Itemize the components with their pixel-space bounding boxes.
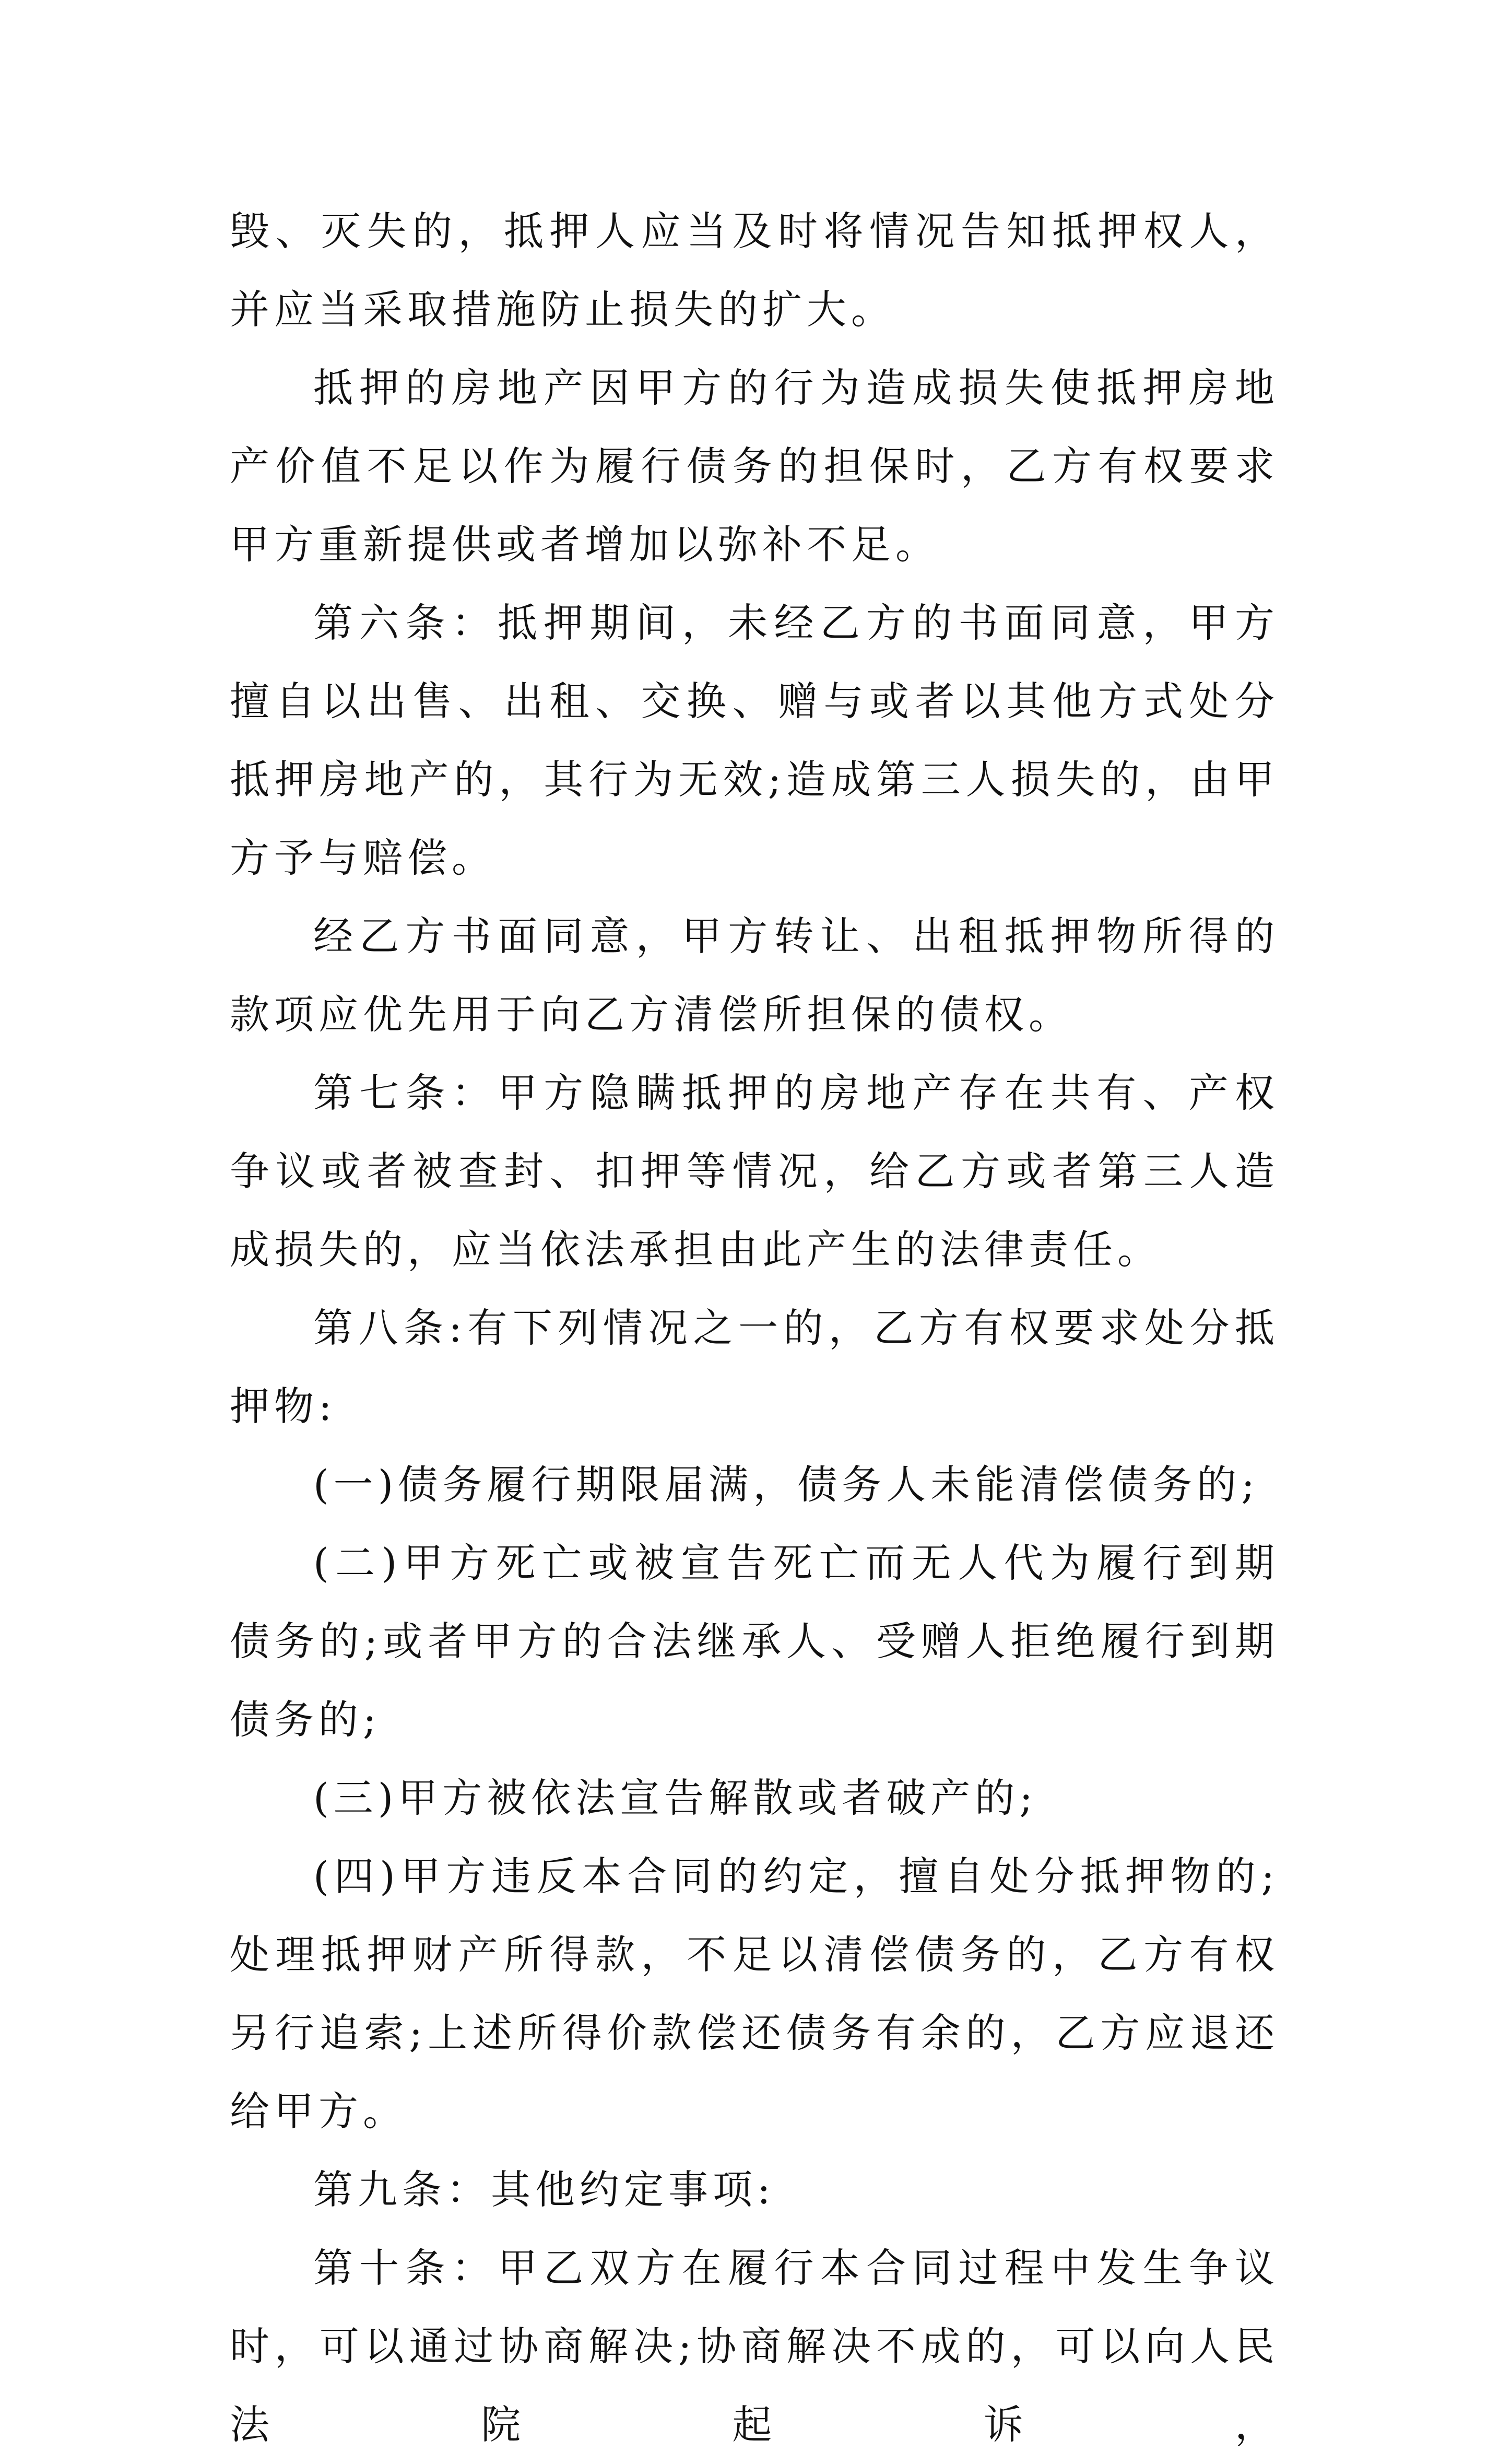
paragraph-item-4: (四)甲方违反本合同的约定，擅自处分抵押物的;处理抵押财产所得款，不足以清偿债务的，乙方有权另行追索;上述所得价款偿还债务有余的，乙方应退还给甲方。 <box>230 1853 1279 2134</box>
document-body <box>230 192 1279 2464</box>
paragraph-article-6: 第六条：抵押期间，未经乙方的书面同意，甲方擅自以出售、出租、交换、赠与或者以其他方式处分抵押房地产的，其行为无效;造成第三人损失的，由甲方予与赔偿。 <box>230 600 1279 881</box>
paragraph-item-3: (三)甲方被依法宣告解散或者破产的; <box>313 1775 1037 1821</box>
paragraph-continued-damage-notice: 毁、灭失的，抵押人应当及时将情况告知抵押权人，并应当采取措施防止损失的扩大。 <box>230 208 1279 333</box>
paragraph-article-7: 第七条：甲方隐瞒抵押的房地产存在共有、产权争议或者被查封、扣押等情况，给乙方或者第三人造成损失的，应当依法承担由此产生的法律责任。 <box>230 1070 1279 1273</box>
paragraph-article-8: 第八条:有下列情况之一的，乙方有权要求处分抵押物: <box>230 1305 1279 1429</box>
paragraph-article-10: 第十条：甲乙双方在履行本合同过程中发生争议时，可以通过协商解决;协商解决不成的，可以向人民法院起诉， <box>230 2245 1279 2448</box>
paragraph-article-9: 第九条：其他约定事项: <box>313 2166 775 2213</box>
paragraph-item-1: (一)债务履行期限届满，债务人未能清偿债务的; <box>313 1461 1259 1508</box>
paragraph-transfer-proceeds: 经乙方书面同意，甲方转让、出租抵押物所得的款项应优先用于向乙方清偿所担保的债权。 <box>230 913 1279 1038</box>
paragraph-value-insufficient: 抵押的房地产因甲方的行为造成损失使抵押房地产价值不足以作为履行债务的担保时，乙方有权要求甲方重新提供或者增加以弥补不足。 <box>230 365 1279 568</box>
paragraph-item-2: (二)甲方死亡或被宣告死亡而无人代为履行到期债务的;或者甲方的合法继承人、受赠人拒绝履行到期债务的; <box>230 1540 1279 1743</box>
